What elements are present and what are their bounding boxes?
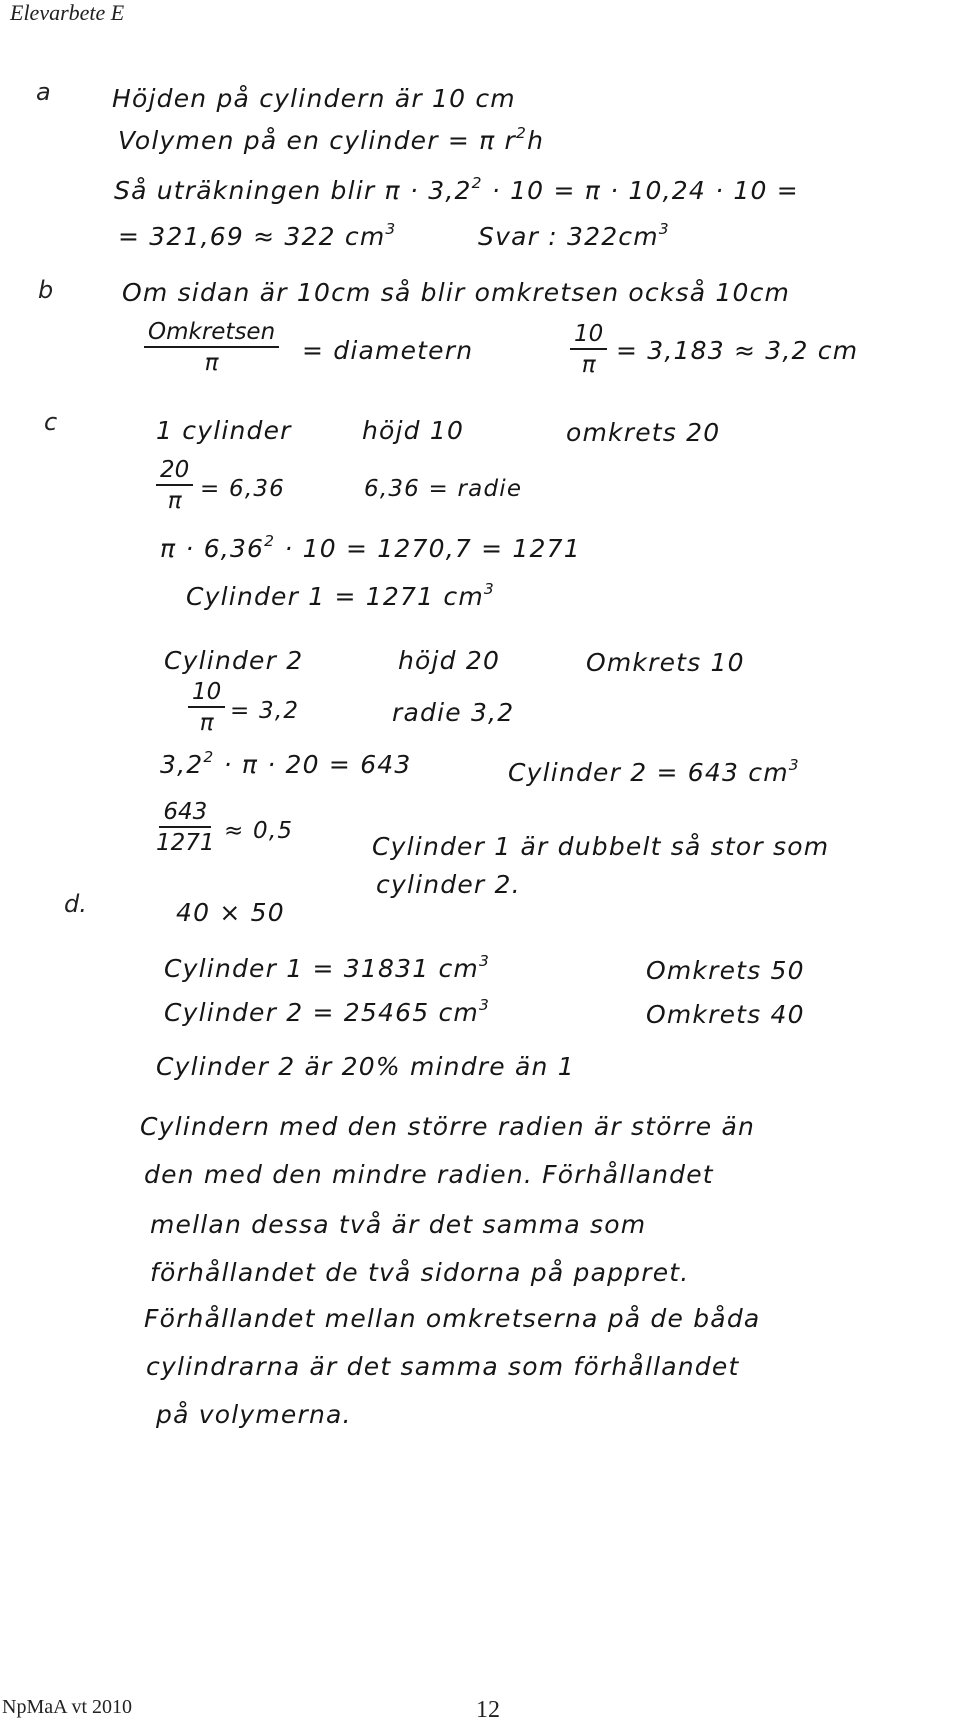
part-d-paragraph-line-5: Förhållandet mellan omkretserna på de båda — [144, 1304, 761, 1333]
part-c-fraction-ratio — [156, 800, 215, 855]
part-b-line-1: Om sidan är 10cm så blir omkretsen också 10cm — [122, 278, 791, 307]
part-d-paper-size: 40 × 50 — [176, 898, 285, 927]
part-a-answer: Svar : $322cm^3$ — [478, 220, 670, 251]
fraction-numerator: 643 — [159, 800, 211, 828]
part-d-comparison: Cylinder 2 är 20% mindre än 1 — [156, 1052, 575, 1081]
part-d-paragraph-line-2: den med den mindre radien. Förhållandet — [144, 1160, 714, 1189]
fraction-numerator: Omkretsen — [144, 320, 279, 348]
fraction-numerator: 10 — [570, 322, 607, 350]
part-b-result: = 3,183 ≈ 3,2 cm — [616, 336, 859, 365]
part-c-circumference-2: Omkrets 10 — [586, 648, 745, 677]
part-c-circumference-1: omkrets 20 — [566, 418, 721, 447]
footer-exam-label: NpMaA vt 2010 — [2, 1696, 132, 1718]
part-c-height-1: höjd 10 — [362, 416, 465, 445]
part-a-line-4: = 321,69 ≈ 322 $cm^3$ — [118, 220, 397, 251]
part-c-radius-2-value: = 3,2 — [230, 698, 300, 724]
part-a-line-1: Höjden på cylindern är 10 cm — [112, 84, 516, 113]
part-b-fraction-ten-over-pi — [570, 322, 607, 377]
part-c-height-2: höjd 20 — [398, 646, 501, 675]
part-b-fraction-circumference — [144, 320, 279, 375]
page-number: 12 — [476, 1697, 500, 1723]
part-b-diameter: = diametern — [302, 336, 474, 365]
part-c-radius-2-label: radie 3,2 — [392, 698, 515, 727]
part-c-cylinder-1: 1 cylinder — [156, 416, 292, 445]
part-c-conclusion-2: cylinder 2. — [376, 870, 521, 899]
part-c-volume-1: Cylinder 1 = 1271 $cm^3$ — [186, 580, 495, 611]
part-c-fraction-20-pi — [156, 458, 193, 513]
part-d-paragraph-line-1: Cylindern med den större radien är större än — [140, 1112, 756, 1141]
part-d-volume-2: Cylinder 2 = 25465 $cm^3$ — [164, 996, 491, 1027]
part-d-paragraph-line-4: förhållandet de två sidorna på pappret. — [150, 1258, 690, 1287]
part-c-fraction-10-pi — [188, 680, 225, 735]
page-header: Elevarbete E — [10, 0, 125, 25]
part-d-paragraph-line-7: på volymerna. — [156, 1400, 352, 1429]
part-d-paragraph-line-6: cylindrarna är det samma som förhållandet — [146, 1352, 740, 1381]
part-b-marker: b — [38, 276, 54, 304]
part-c-radius-value: = 6,36 — [200, 476, 285, 502]
part-c-volume-2: Cylinder 2 = 643 $cm^3$ — [508, 756, 800, 787]
fraction-numerator: 10 — [188, 680, 225, 708]
part-c-radius-label: 6,36 = radie — [364, 476, 523, 502]
part-c-ratio-value: ≈ 0,5 — [224, 818, 294, 844]
part-a-line-3: Så uträkningen blir $\pi \cdot 3,2^2 \cdot 10 = \pi \cdot 10,24 \cdot 10$ = — [114, 174, 799, 205]
part-d-paragraph-line-3: mellan dessa två är det samma som — [150, 1210, 647, 1239]
part-a-marker: a — [36, 78, 51, 106]
part-c-cylinder-2: Cylinder 2 — [164, 646, 304, 675]
fraction-denominator: π — [199, 710, 214, 737]
part-d-circumference-1: Omkrets 50 — [646, 956, 805, 985]
part-d-marker: d. — [64, 890, 87, 918]
part-d-circumference-2: Omkrets 40 — [646, 1000, 805, 1029]
fraction-denominator: π — [204, 350, 219, 377]
part-d-volume-1: Cylinder 1 = 31831 $cm^3$ — [164, 952, 491, 983]
part-c-conclusion-1: Cylinder 1 är dubbelt så stor som — [372, 832, 830, 861]
fraction-denominator: 1271 — [156, 830, 215, 857]
part-c-marker: c — [44, 408, 58, 436]
fraction-denominator: π — [167, 488, 182, 515]
part-c-volume-calc-1: $\pi \cdot 6,36^2 \cdot 10 = 1270,7 = 1271$ — [160, 532, 581, 563]
part-a-line-2: Volymen på en cylinder = π $r^2h$ — [118, 124, 545, 155]
fraction-numerator: 20 — [156, 458, 193, 486]
fraction-denominator: π — [581, 352, 596, 379]
part-c-volume-calc-2: $3,2^2 \cdot \pi \cdot 20 = 643$ — [160, 748, 412, 779]
